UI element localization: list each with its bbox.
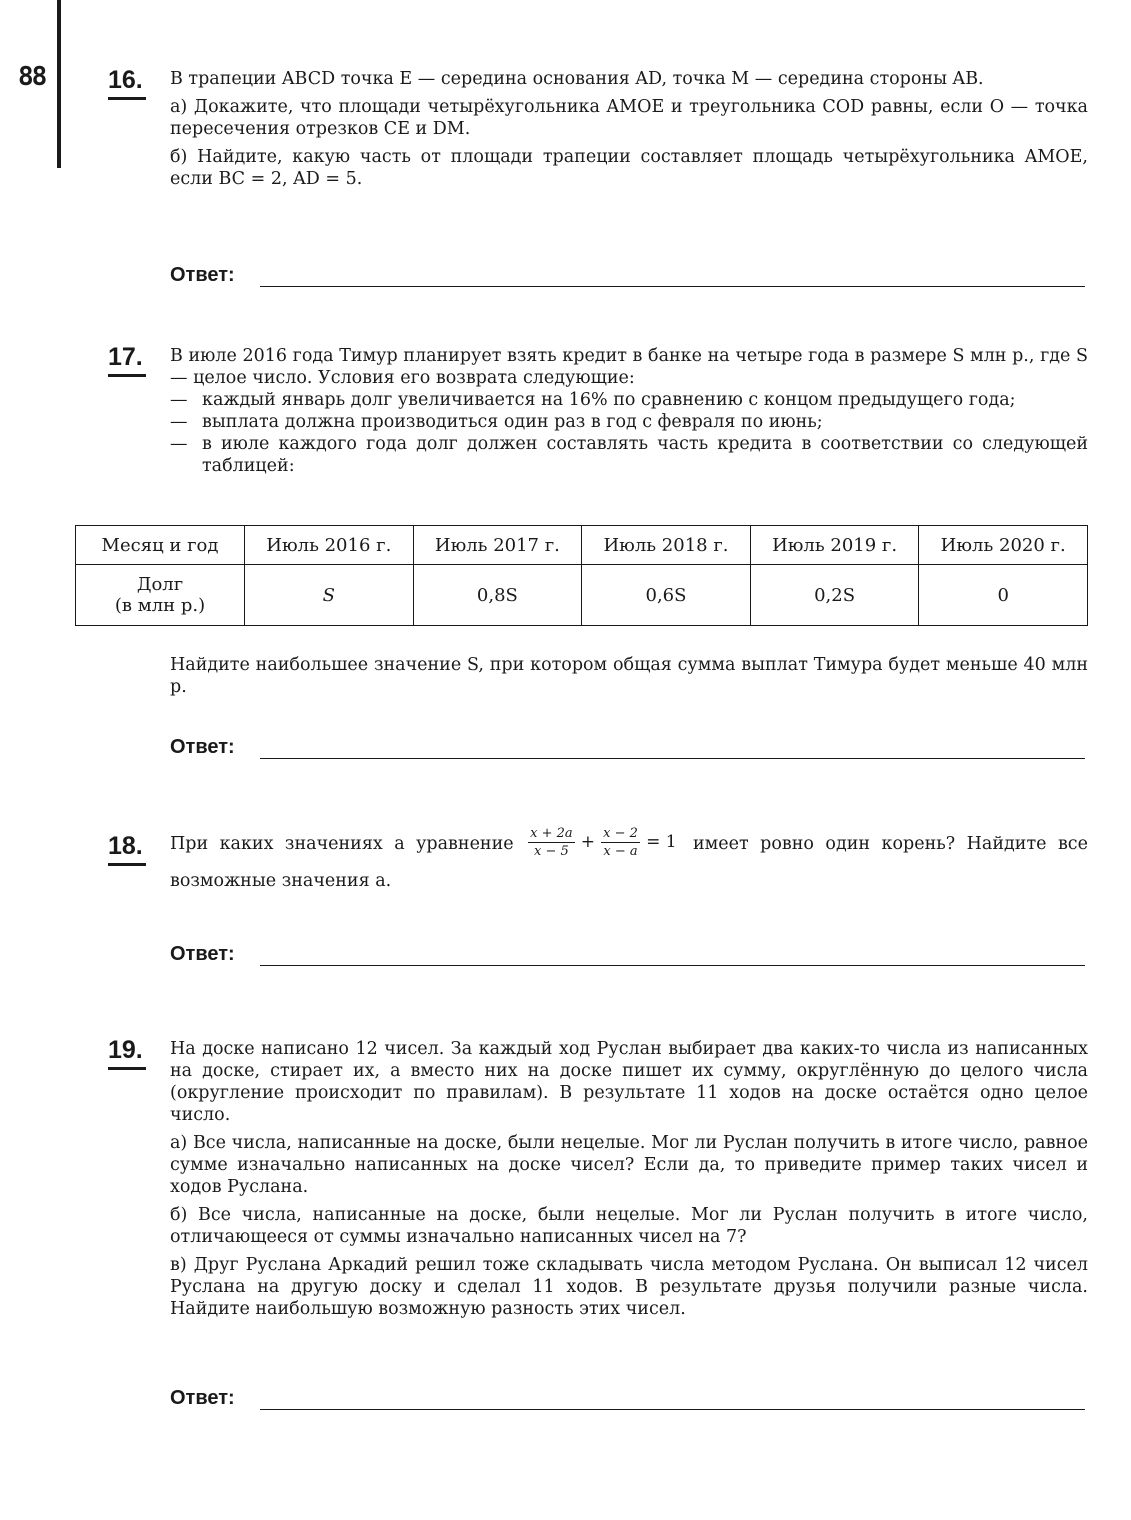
table-header-cell: Июль 2018 г. [582,526,751,565]
table-cell: S [245,565,414,626]
table-header-cell: Июль 2016 г. [245,526,414,565]
problem-text [170,345,1088,477]
problem-intro: На доске написано 12 чисел. За каждый ход Руслан выбирает два каких-то числа из написанных на доске, стирает их, а вместо них на доске пишет их сумму, округлённую до целого числа (округление происходит по правилам). В результате 11 ходов на доске остаётся одно целое число. [170,1039,1088,1125]
table-row-label [76,565,245,626]
problem-number-underline [108,374,146,377]
margin-bar [57,0,61,168]
row-label-line1: Долг [136,574,184,595]
condition-text: выплата должна производиться один раз в год с февраля по июнь; [202,412,823,432]
answer-label: Ответ: [170,736,235,758]
equals: = 1 [646,832,677,853]
problem-part-b: б) Все числа, написанные на доске, были нецелые. Мог ли Руслан получить в итоге число, отличающееся от суммы изначально написанных чисел на 7? [170,1205,1088,1247]
equation [528,824,678,861]
plus-sign: + [580,832,596,853]
answer-19 [170,1385,1085,1415]
condition-text: в июле каждого года долг должен составлять часть кредита в соответствии со следующей таблицей: [202,434,1088,476]
answer-17 [170,734,1085,764]
table-header-label: Месяц и год [76,526,245,565]
answer-label: Ответ: [170,264,235,286]
table-header-cell: Июль 2019 г. [750,526,919,565]
problem-number: 18. [108,832,143,860]
problem-17-question [170,654,1088,704]
problem-number: 17. [108,343,143,371]
numerator: x − 2 [603,825,638,841]
problem-part-a: а) Докажите, что площади четырёхугольника AMOE и треугольника COD равны, если O — точка пересечения отрезков CE и DM. [170,97,1088,139]
numerator: x + 2a [530,825,573,841]
problem-part-a: а) Все числа, написанные на доске, были нецелые. Мог ли Руслан получить в итоге число, равное сумме изначально написанных на доске чисел? Если да, то приведите пример таких чисел и ходов Руслана. [170,1133,1088,1197]
table-header-row [76,526,1088,565]
answer-line[interactable] [260,1409,1085,1410]
denominator: x − a [603,843,638,859]
table-row [76,565,1088,626]
dash: — [170,412,188,432]
condition-item [170,411,1088,433]
table-header-cell: Июль 2020 г. [919,526,1088,565]
problem-text [170,826,1088,899]
condition-item [170,433,1088,477]
table-cell: 0,6S [582,565,751,626]
problem-question: Найдите наибольшее значение S, при котором общая сумма выплат Тимура будет меньше 40 млн р. [170,655,1088,697]
row-label-line2: (в млн р.) [114,595,206,616]
table-cell: 0 [919,565,1088,626]
fraction [601,825,640,860]
problem-intro: В трапеции ABCD точка E — середина основания AD, точка M — середина стороны AB. [170,69,984,89]
table-header-cell: Июль 2017 г. [413,526,582,565]
answer-label: Ответ: [170,943,235,965]
text-after: имеет ровно один корень? Найдите все возможные значения a. [170,834,1088,891]
problem-number: 19. [108,1036,143,1064]
problem-text [170,1038,1088,1326]
problem-number: 16. [108,66,143,94]
dash: — [170,390,188,410]
text-before: При каких значениях a уравнение [170,834,514,854]
answer-line[interactable] [260,965,1085,966]
problem-number-underline [108,97,146,100]
page-number: 88 [18,62,46,92]
denominator: x − 5 [533,843,569,859]
problem-number-underline [108,863,146,866]
problem-intro: В июле 2016 года Тимур планирует взять кредит в банке на четыре года в размере S млн р., где S — целое число. Условия его возврата следующие: [170,346,1088,388]
answer-line[interactable] [260,758,1085,759]
debt-table [75,525,1088,626]
table-cell: 0,2S [750,565,919,626]
fraction [528,825,575,860]
problem-part-b: б) Найдите, какую часть от площади трапеции составляет площадь четырёхугольника AMOE, если BC = 2, AD = 5. [170,147,1088,189]
problem-number-underline [108,1067,146,1070]
problem-part-c: в) Друг Руслана Аркадий решил тоже складывать числа методом Руслана. Он выписал 12 чисел Руслана на другую доску и сделал 11 ходов. В результате друзья получили разные числа. Найдите наибольшую возможную разность этих чисел. [170,1255,1088,1319]
answer-16 [170,262,1085,292]
problem-text [170,68,1088,196]
answer-label: Ответ: [170,1387,235,1409]
answer-18 [170,941,1085,971]
table-cell: 0,8S [413,565,582,626]
answer-line[interactable] [260,286,1085,287]
dash: — [170,434,188,454]
condition-text: каждый январь долг увеличивается на 16% по сравнению с концом предыдущего года; [202,390,1016,410]
condition-item [170,389,1088,411]
